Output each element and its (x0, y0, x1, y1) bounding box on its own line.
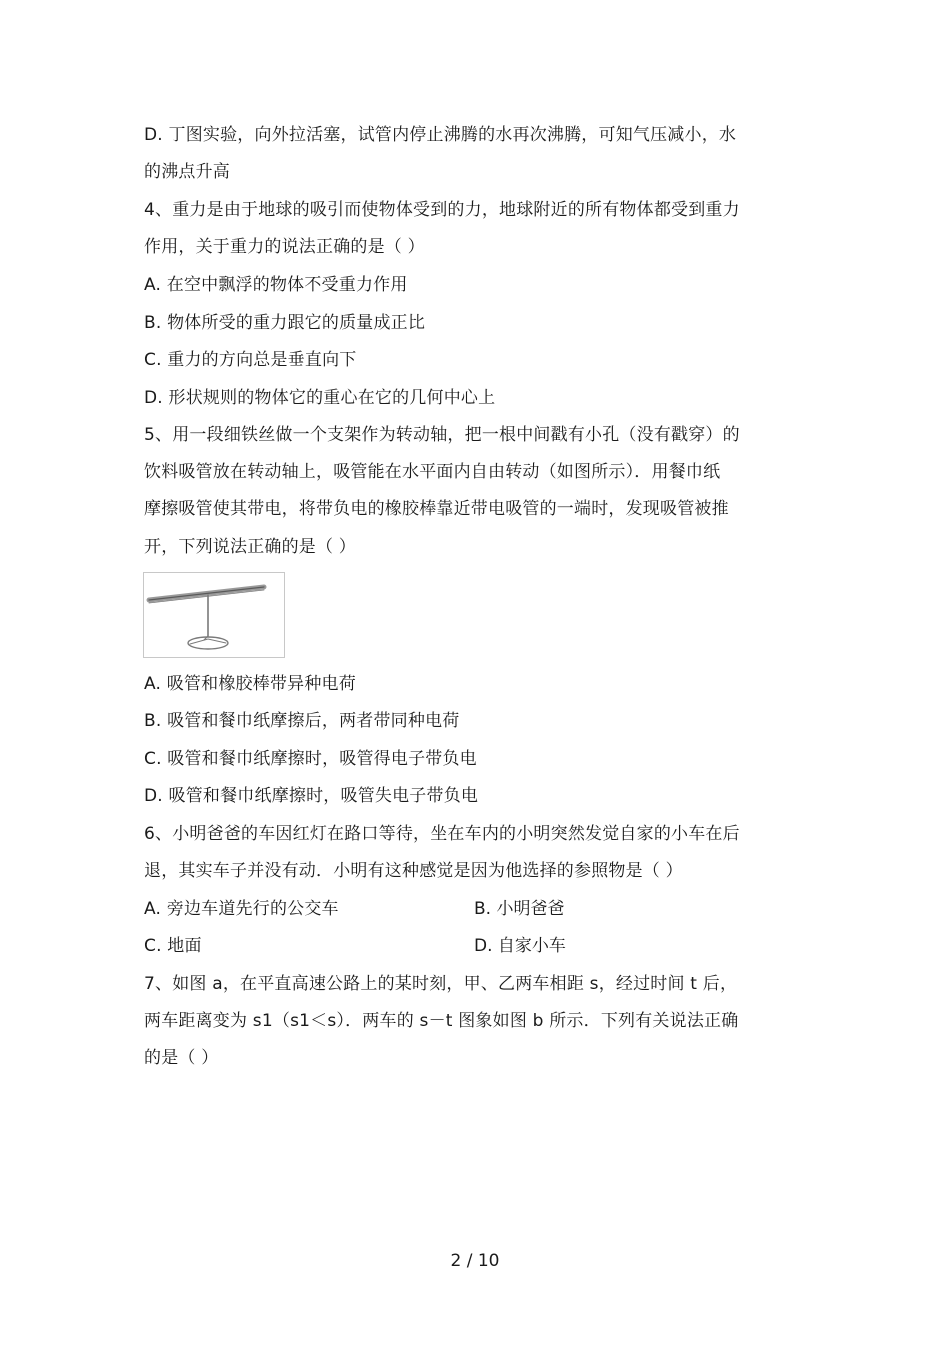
q4-option-c: C. 重力的方向总是垂直向下 (144, 350, 357, 370)
q5-stem-line2: 饮料吸管放在转动轴上，吸管能在水平面内自由转动（如图所示）．用餐巾纸 (144, 462, 721, 482)
q6-option-b: B. 小明爸爸 (474, 899, 565, 919)
q6-stem-line2: 退，其实车子并没有动．小明有这种感觉是因为他选择的参照物是（ ） (144, 861, 683, 881)
q5-stem-line4: 开，下列说法正确的是（ ） (144, 537, 357, 557)
q3-option-d-line2: 的沸点升高 (144, 162, 230, 182)
q4-option-a: A. 在空中飘浮的物体不受重力作用 (144, 275, 408, 295)
straw-on-stand-figure (143, 572, 285, 658)
q5-stem-line1: 5、用一段细铁丝做一个支架作为转动轴，把一根中间戳有小孔（没有戳穿）的 (144, 425, 740, 445)
q5-option-c: C. 吸管和餐巾纸摩擦时，吸管得电子带负电 (144, 749, 477, 769)
q6-option-c: C. 地面 (144, 936, 202, 956)
q6-stem-line1: 6、小明爸爸的车因红灯在路口等待，坐在车内的小明突然发觉自家的小车在后 (144, 824, 740, 844)
q4-option-b: B. 物体所受的重力跟它的质量成正比 (144, 313, 426, 333)
q5-option-a: A. 吸管和橡胶棒带异种电荷 (144, 674, 356, 694)
q7-stem-line2: 两车距离变为 s1（s1＜s）．两车的 s－t 图象如图 b 所示．下列有关说法正确 (144, 1011, 739, 1031)
q5-stem-line3: 摩擦吸管使其带电，将带负电的橡胶棒靠近带电吸管的一端时，发现吸管被推 (144, 499, 729, 519)
q6-option-d: D. 自家小车 (474, 936, 566, 956)
q7-stem-line1: 7、如图 a，在平直高速公路上的某时刻，甲、乙两车相距 s，经过时间 t 后， (144, 974, 738, 994)
page-number: 2 / 10 (450, 1251, 500, 1271)
straw-on-stand-icon (144, 573, 284, 657)
q5-option-b: B. 吸管和餐巾纸摩擦后，两者带同种电荷 (144, 711, 460, 731)
q5-option-d: D. 吸管和餐巾纸摩擦时，吸管失电子带负电 (144, 786, 479, 806)
q3-option-d-line1: D. 丁图实验，向外拉活塞，试管内停止沸腾的水再次沸腾，可知气压减小，水 (144, 125, 737, 145)
q6-option-a: A. 旁边车道先行的公交车 (144, 899, 339, 919)
q4-stem-line2: 作用，关于重力的说法正确的是（ ） (144, 237, 425, 257)
q4-option-d: D. 形状规则的物体它的重心在它的几何中心上 (144, 388, 496, 408)
q7-stem-line3: 的是（ ） (144, 1048, 219, 1068)
q4-stem-line1: 4、重力是由于地球的吸引而使物体受到的力，地球附近的所有物体都受到重力 (144, 200, 740, 220)
